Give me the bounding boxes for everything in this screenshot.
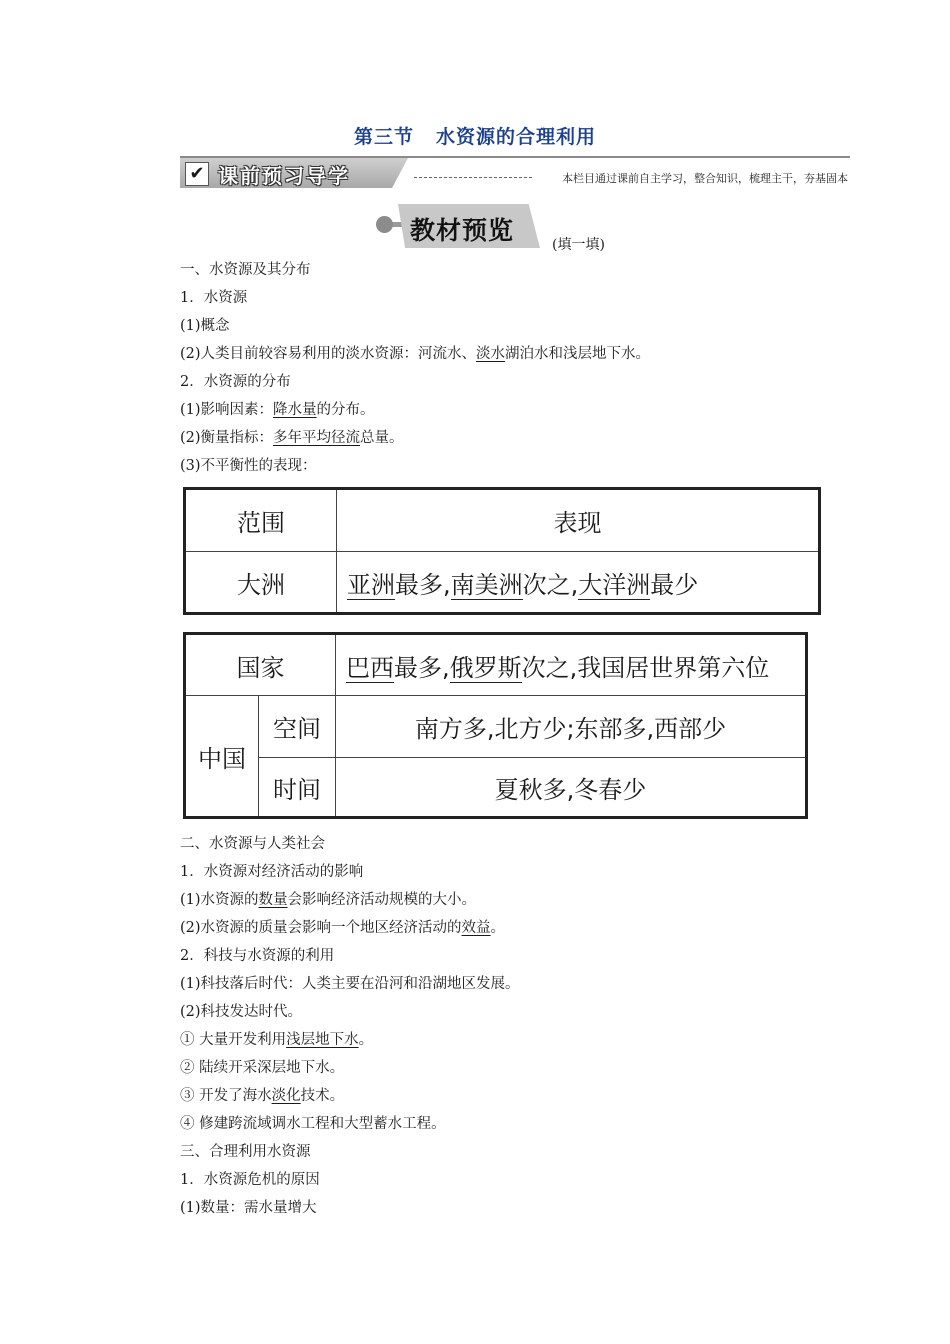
fill-blank: 淡水 <box>476 346 506 362</box>
sub-label: 时间 <box>259 758 336 818</box>
list-item: (1)概念 <box>180 318 230 334</box>
list-item: (3)不平衡性的表现： <box>180 458 317 474</box>
row-label: 国家 <box>185 634 336 696</box>
list-item: ② 陆续开采深层地下水。 <box>180 1060 345 1076</box>
heading-2: 二、水资源与人类社会 <box>180 836 325 852</box>
subheading: 2．水资源的分布 <box>180 374 291 390</box>
fill-blank: 效益 <box>461 920 491 936</box>
country-table <box>183 632 808 819</box>
list-item: ④ 修建跨流域调水工程和大型蓄水工程。 <box>180 1116 446 1132</box>
page-title <box>0 122 950 149</box>
list-item: (1)科技落后时代：人类主要在沿河和沿湖地区发展。 <box>180 976 520 992</box>
fill-blank: 浅层地下水 <box>286 1032 359 1048</box>
table-header: 范围 <box>185 489 337 552</box>
list-item: (2)衡量指标：多年平均径流总量。 <box>180 430 404 446</box>
preview-banner <box>180 156 850 190</box>
list-item: ③ 开发了海水淡化技术。 <box>180 1088 345 1104</box>
fill-blank: 淡化 <box>271 1088 301 1104</box>
list-item: (1)水资源的数量会影响经济活动规模的大小。 <box>180 892 477 908</box>
continent-table <box>183 487 821 615</box>
subheading: 2．科技与水资源的利用 <box>180 948 335 964</box>
table-cell: 亚洲最多,南美洲次之,大洋洲最少 <box>337 552 820 614</box>
row-label: 中国 <box>185 696 259 818</box>
table-header: 表现 <box>337 489 820 552</box>
banner-note: 本栏目通过课前自主学习，整合知识，梳理主干，夯基固本 <box>562 172 848 185</box>
list-item: (1)数量：需水量增大 <box>180 1200 317 1216</box>
section-note: (填一填) <box>552 237 605 253</box>
list-item: ① 大量开发利用浅层地下水。 <box>180 1032 374 1048</box>
section-label: 教材预览 <box>410 216 515 245</box>
list-item: (2)水资源的质量会影响一个地区经济活动的效益。 <box>180 920 506 936</box>
subheading: 1．水资源 <box>180 290 248 306</box>
banner-dashed-line <box>414 177 532 178</box>
section-heading <box>376 204 605 253</box>
subheading: 1．水资源对经济活动的影响 <box>180 864 364 880</box>
section-name: 水资源的合理利用 <box>436 126 597 148</box>
table-cell: 南方多,北方少;东部多,西部少 <box>336 696 807 758</box>
table-cell: 夏秋多,冬春少 <box>336 758 807 818</box>
bullet-dot-icon <box>376 216 393 233</box>
list-item: (2)人类目前较容易利用的淡水资源：河流水、淡水湖泊水和浅层地下水。 <box>180 346 651 362</box>
subheading: 1．水资源危机的原因 <box>180 1172 320 1188</box>
fill-blank: 数量 <box>258 892 288 908</box>
heading-3: 三、合理利用水资源 <box>180 1144 311 1160</box>
banner-label: 课前预习导学 <box>218 164 350 188</box>
table-cell: 巴西最多,俄罗斯次之,我国居世界第六位 <box>336 634 807 696</box>
fill-blank: 多年平均径流 <box>273 430 361 446</box>
fill-blank: 降水量 <box>273 402 317 418</box>
section-number: 第三节 <box>353 126 414 148</box>
heading-1: 一、水资源及其分布 <box>180 262 311 278</box>
list-item: (1)影响因素：降水量的分布。 <box>180 402 375 418</box>
check-icon: ✔ <box>185 162 209 186</box>
banner-rule <box>180 156 850 158</box>
list-item: (2)科技发达时代。 <box>180 1004 303 1020</box>
sub-label: 空间 <box>259 696 336 758</box>
row-label: 大洲 <box>185 552 337 614</box>
